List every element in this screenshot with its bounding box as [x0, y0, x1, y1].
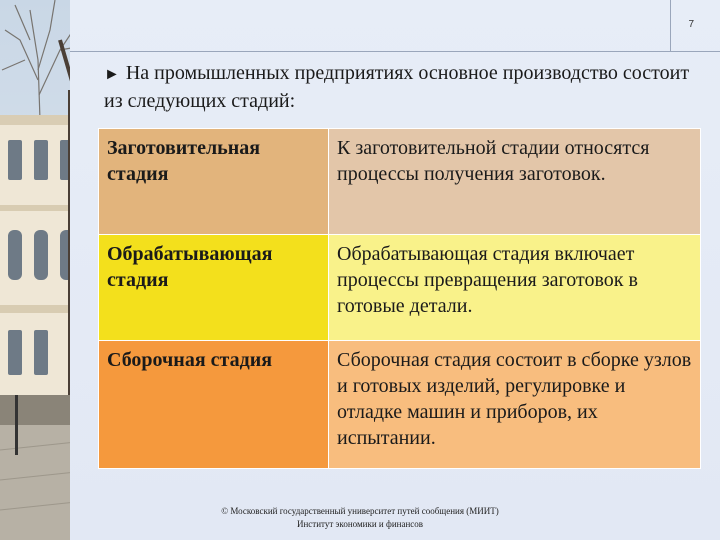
- stages-table: [98, 128, 701, 469]
- stage-name-cell: Сборочная стадия: [99, 341, 329, 469]
- arrow-bullet-icon: ►: [104, 66, 120, 83]
- stage-name-cell: Обрабатывающая стадия: [99, 235, 329, 341]
- footer-copyright: © Московский государственный университет путей сообщения (МИИТ): [221, 506, 499, 516]
- table-row: [99, 235, 701, 341]
- stage-name-cell: Заготовительная стадия: [99, 129, 329, 235]
- header-horizontal-divider: [70, 51, 720, 52]
- page-number: 7: [688, 19, 694, 30]
- stage-description-cell: Сборочная стадия состоит в сборке узлов и готовых изделий, регулировке и отладке машин и приборов, их испытании.: [329, 341, 701, 469]
- footer-institute: Институт экономики и финансов: [296, 519, 424, 529]
- table-row: [99, 341, 701, 469]
- intro-text-block: [104, 60, 694, 114]
- footer: [150, 505, 570, 531]
- stage-description-cell: К заготовительной стадии относятся процессы получения заготовок.: [329, 129, 701, 235]
- intro-text: На промышленных предприятиях основное производство состоит из следующих стадий:: [104, 62, 690, 112]
- stage-description-cell: Обрабатывающая стадия включает процессы превращения заготовок в готовые детали.: [329, 235, 701, 341]
- header-vertical-divider: [670, 0, 671, 52]
- table-row: [99, 129, 701, 235]
